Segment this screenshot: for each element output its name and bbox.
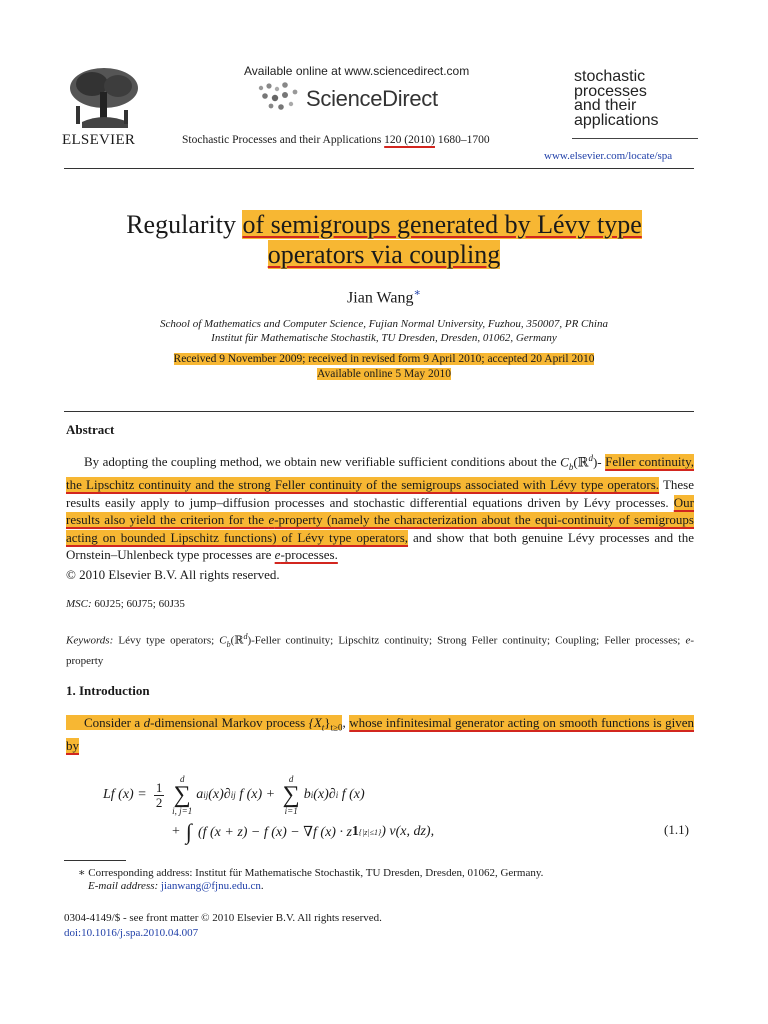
- intro-highlight: Consider a d-dimensional Markov process $\{X_t\}_{t\ge 0}$: [66, 715, 342, 730]
- summation-symbol: d ∑ i=1: [282, 773, 300, 816]
- issn-line: 0304-4149/$ - see front matter © 2010 Elsevier B.V. All rights reserved.: [64, 912, 382, 924]
- title-highlight: of semigroups generated by Lévy type: [242, 210, 642, 239]
- abstract-text: By adopting the coupling method, we obtain new verifiable sufficient conditions about the $C_b(ℝ^d)-$ Feller continuity, the Lipschitz continuity and the strong Feller continuity of the semigroups associated with Lévy type operators. These results easily apply to jump–diffusion processes and stochastic differential equations driven by Lévy processes. Our results also yield the criterion for the e-property (namely the characterization about the equi-continuity of semigroups acting on bounded Lipschitz functions) of Lévy type operators, and show that both genuine Lévy processes and the Ornstein–Uhlenbeck type processes are e-processes.: [66, 453, 695, 563]
- title-highlight: operators via coupling: [267, 240, 501, 269]
- affiliation: School of Mathematics and Computer Science, Fujian Normal University, Fuzhou, 350007, PR China: [160, 318, 608, 330]
- sciencedirect-dots-icon: [255, 80, 303, 112]
- author-name: Jian Wang∗: [347, 287, 421, 307]
- doi-link[interactable]: doi:10.1016/j.spa.2010.04.007: [64, 927, 199, 939]
- abstract-highlight: of Lévy type operators,: [276, 529, 409, 545]
- footnote-email: E-mail address: jianwang@fjnu.edu.cn.: [88, 880, 264, 892]
- sciencedirect-availability: Available online at www.sciencedirect.com: [244, 64, 470, 78]
- footnote-divider: [64, 860, 126, 861]
- keywords: Keywords: Lévy type operators; $C_b(ℝ^d)$-Feller continuity; Lipschitz continuity; Strong Feller continuity; Coupling; Feller processes; e-property: [66, 632, 694, 667]
- journal-logo-text: stochastic processes and their applications: [574, 68, 659, 129]
- intro-paragraph: Consider a d-dimensional Markov process $\{X_t\}_{t\ge 0}$, whose infinitesimal generator acting on smooth functions is given by: [66, 715, 695, 753]
- publisher-name: ELSEVIER: [62, 132, 136, 148]
- equation-line-2: + ∫ (f (x + z) − f (x) − ∇f (x) · z 1 {|z|≤1} ) ν(x, dz),: [172, 819, 435, 844]
- msc-codes: MSC: 60J25; 60J75; 60J35: [66, 598, 185, 610]
- intro-highlight: whose infinitesimal generator acting on smooth functions is given by: [66, 715, 695, 753]
- footnote-marker-link[interactable]: ∗: [413, 287, 421, 299]
- abstract-highlight: Our results also yield the criterion for the e-property (namely the characterization about the equi-continuity of semigroups acting on bounded Lipschitz functions): [66, 494, 694, 545]
- footnote-address: ∗ Corresponding address: Institut für Mathematische Stochastik, TU Dresden, Dresden, 01062, Germany.: [78, 867, 544, 879]
- fraction: 1 2: [155, 779, 163, 810]
- section-heading: 1. Introduction: [66, 683, 150, 698]
- article-dates: Received 9 November 2009; received in revised form 9 April 2010; accepted 20 April 2010: [173, 353, 595, 365]
- abstract-underline: e-processes.: [274, 547, 338, 563]
- article-online-date: Available online 5 May 2010: [317, 368, 451, 380]
- abstract-heading: Abstract: [66, 422, 115, 437]
- journal-url-link[interactable]: www.elsevier.com/locate/spa: [544, 150, 673, 162]
- sciencedirect-logo-text: ScienceDirect: [306, 86, 438, 111]
- journal-citation: Stochastic Processes and their Applications 120 (2010) 1680–1700: [182, 134, 490, 146]
- copyright-notice: © 2010 Elsevier B.V. All rights reserved.: [66, 567, 280, 582]
- header-divider: [64, 168, 694, 169]
- equation-number: (1.1): [664, 822, 689, 837]
- article-title: Regularity of semigroups generated by Lévy type operators via coupling: [126, 210, 642, 269]
- affiliation: Institut für Mathematische Stochastik, TU Dresden, Dresden, 01062, Germany: [211, 332, 557, 344]
- abstract-highlight: Feller continuity, the Lipschitz continuity and the strong Feller continuity of the semigroups associated with Lévy type operators.: [66, 454, 695, 493]
- integral-symbol: ∫: [185, 819, 192, 844]
- summation-symbol: d ∑ i, j=1: [172, 773, 193, 816]
- equation-line-1: Lf (x) = 1 2 d ∑ i, j=1 a ij (x)∂ ij f (x) + d ∑ i=1 b i (x)∂ i f (x): [103, 773, 365, 816]
- abstract-divider: [64, 411, 694, 412]
- email-link[interactable]: jianwang@fjnu.edu.cn: [158, 880, 261, 892]
- journal-logo-rule: [572, 138, 698, 139]
- journal-volume: 120 (2010): [384, 134, 435, 146]
